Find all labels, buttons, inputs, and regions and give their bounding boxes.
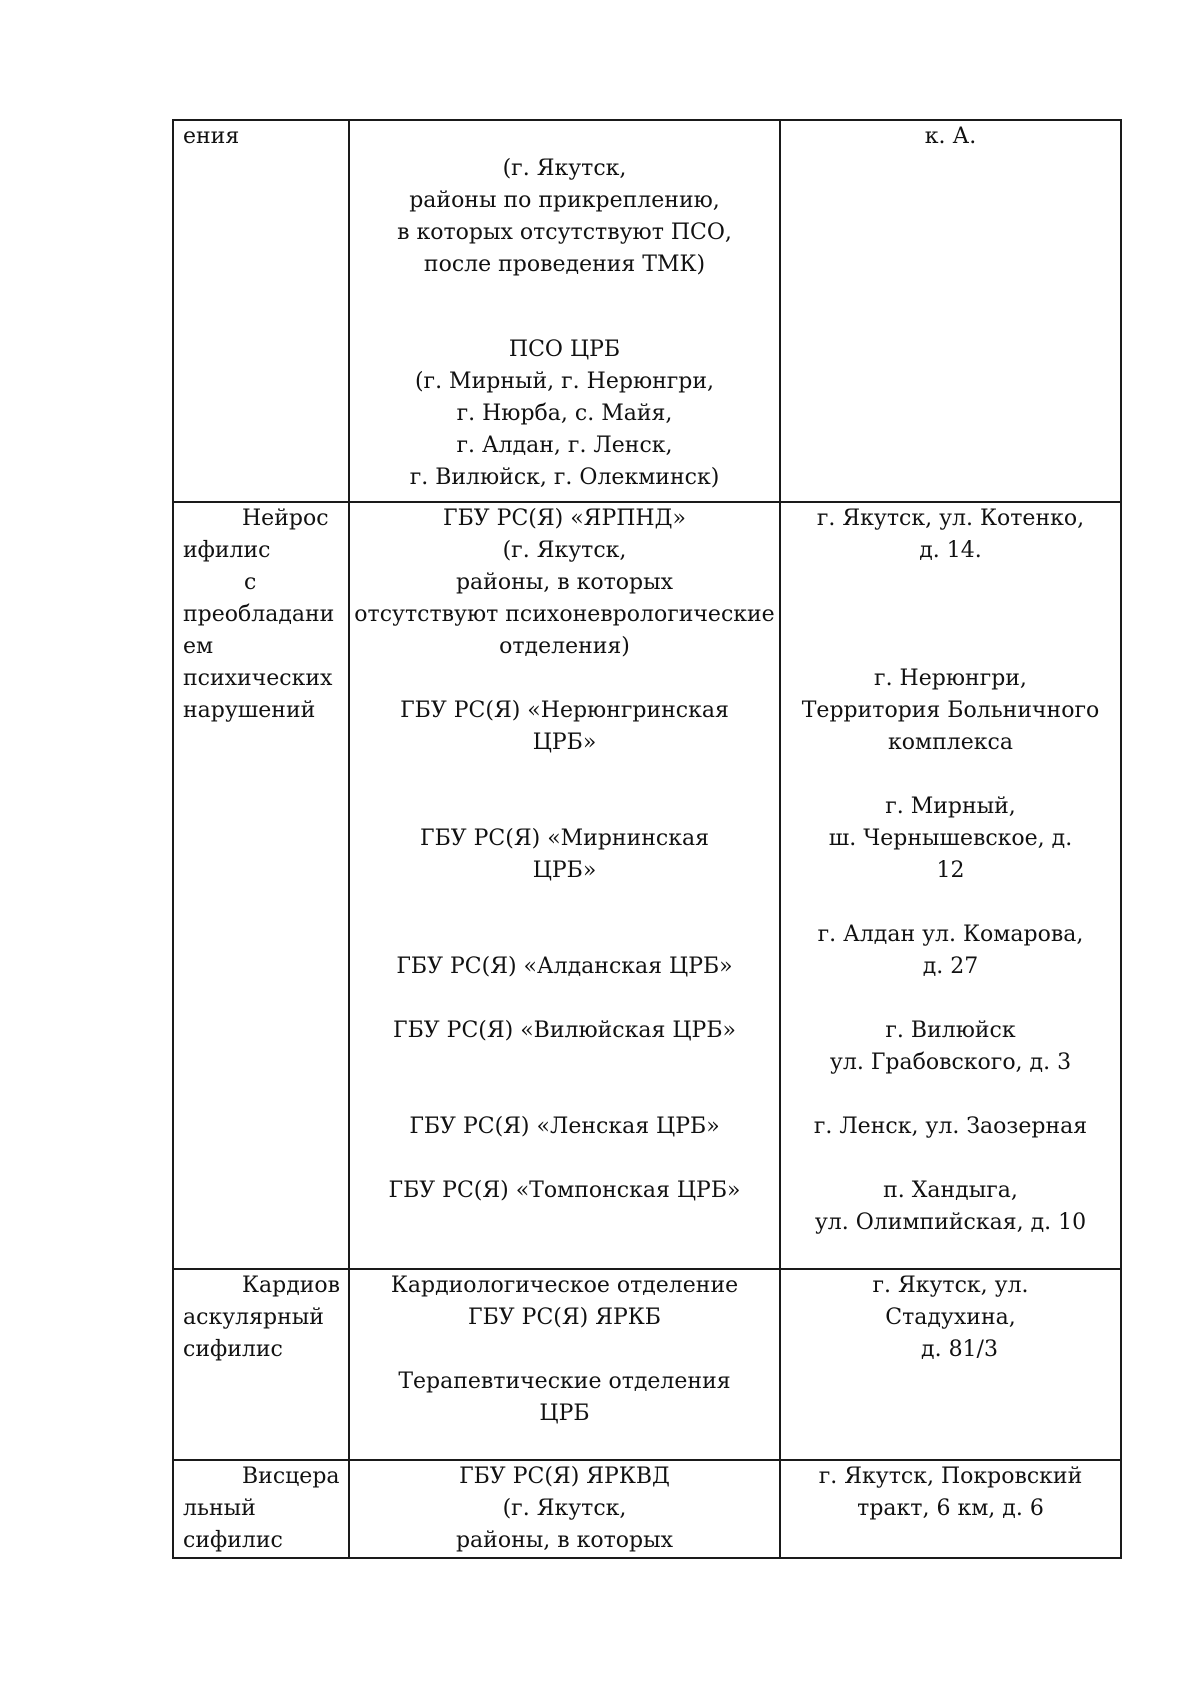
disease-text: льный bbox=[183, 1496, 256, 1521]
address-cell bbox=[780, 502, 1121, 1269]
disease-cell bbox=[173, 1460, 349, 1558]
institution-cell bbox=[349, 1460, 780, 1558]
address-text: д. 81/3 bbox=[921, 1337, 998, 1362]
address-text: Территория Больничного bbox=[801, 698, 1100, 723]
disease-text: ифилис bbox=[183, 538, 271, 563]
institution-text: районы, в которых bbox=[455, 1528, 674, 1553]
institution-text: ГБУ РС(Я) «Вилюйская ЦРБ» bbox=[393, 1018, 736, 1043]
address-cell bbox=[780, 1269, 1121, 1460]
disease-text: преобладани bbox=[183, 602, 335, 627]
institution-text: г. Нюрба, с. Майя, bbox=[456, 401, 673, 426]
address-cell bbox=[780, 120, 1121, 502]
institution-text: Кардиологическое отделение bbox=[390, 1273, 739, 1298]
institution-text: ГБУ РС(Я) ЯРКВД bbox=[459, 1464, 670, 1489]
institution-text: ГБУ РС(Я) «Алданская ЦРБ» bbox=[396, 954, 733, 979]
institution-text: районы по прикреплению, bbox=[409, 188, 720, 213]
address-text: г. Нерюнгри, bbox=[874, 666, 1027, 691]
address-text: г. Алдан ул. Комарова, bbox=[817, 922, 1084, 947]
address-text: д. 27 bbox=[922, 954, 979, 979]
address-text: Стадухина, bbox=[885, 1305, 1016, 1330]
address-text: ул. Олимпийская, д. 10 bbox=[814, 1210, 1087, 1235]
institution-text: ГБУ РС(Я) «Томпонская ЦРБ» bbox=[388, 1178, 741, 1203]
institution-text: (г. Мирный, г. Нерюнгри, bbox=[414, 369, 715, 394]
address-text: тракт, 6 км, д. 6 bbox=[857, 1496, 1044, 1521]
institution-cell bbox=[349, 502, 780, 1269]
institution-text: ЦРБ bbox=[539, 1401, 590, 1426]
address-text: к. А. bbox=[924, 124, 977, 149]
institution-text: районы, в которых bbox=[455, 570, 674, 595]
disease-text: с bbox=[244, 570, 257, 595]
disease-text: психических bbox=[183, 666, 333, 691]
disease-cell bbox=[173, 1269, 349, 1460]
institutions-table bbox=[172, 119, 1122, 1559]
address-text: г. Мирный, bbox=[885, 794, 1016, 819]
institution-text: ЦРБ» bbox=[532, 858, 597, 883]
address-text: г. Якутск, ул. Котенко, bbox=[816, 506, 1085, 531]
table-row bbox=[173, 1460, 1121, 1558]
institution-cell bbox=[349, 120, 780, 502]
institution-text: (г. Якутск, bbox=[502, 538, 627, 563]
institution-text: ГБУ РС(Я) «Мирнинская bbox=[420, 826, 709, 851]
address-text: г. Якутск, ул. bbox=[872, 1273, 1029, 1298]
disease-text: аскулярный bbox=[183, 1305, 324, 1330]
address-text: г. Ленск, ул. Заозерная bbox=[813, 1114, 1088, 1139]
institution-text: ЦРБ» bbox=[532, 730, 597, 755]
table-row bbox=[173, 502, 1121, 1269]
institution-text: г. Алдан, г. Ленск, bbox=[456, 433, 673, 458]
disease-text: сифилис bbox=[183, 1528, 283, 1553]
address-text: ул. Грабовского, д. 3 bbox=[829, 1050, 1072, 1075]
address-text: г. Вилюйск bbox=[885, 1018, 1016, 1043]
institution-text: отделения) bbox=[499, 634, 630, 659]
institution-cell bbox=[349, 1269, 780, 1460]
institution-text: ГБУ РС(Я) ЯРКБ bbox=[468, 1305, 661, 1330]
address-text: комплекса bbox=[888, 730, 1013, 755]
institution-text: ПСО ЦРБ bbox=[508, 337, 621, 362]
disease-text: Кардиов bbox=[242, 1273, 341, 1298]
table-row bbox=[173, 1269, 1121, 1460]
institution-text: Терапевтические отделения bbox=[398, 1369, 731, 1394]
address-text: ш. Чернышевское, д. bbox=[828, 826, 1073, 851]
institution-text: после проведения ТМК) bbox=[423, 252, 706, 277]
disease-text: сифилис bbox=[183, 1337, 283, 1362]
institution-text: (г. Якутск, bbox=[502, 1496, 627, 1521]
institution-text: ГБУ РС(Я) «ЯРПНД» bbox=[443, 506, 686, 531]
disease-cell bbox=[173, 502, 349, 1269]
disease-text: нарушений bbox=[183, 698, 316, 723]
institution-text: ГБУ РС(Я) «Нерюнгринская bbox=[400, 698, 729, 723]
address-text: 12 bbox=[936, 858, 965, 883]
disease-text: ем bbox=[183, 634, 214, 659]
institution-text: (г. Якутск, bbox=[502, 156, 627, 181]
institution-text: отсутствуют психоневрологические bbox=[354, 602, 775, 627]
disease-text: Висцера bbox=[242, 1464, 340, 1489]
institution-text: ГБУ РС(Я) «Ленская ЦРБ» bbox=[409, 1114, 720, 1139]
address-cell bbox=[780, 1460, 1121, 1558]
disease-text: Нейрос bbox=[242, 506, 329, 531]
table-row bbox=[173, 120, 1121, 502]
address-text: г. Якутск, Покровский bbox=[818, 1464, 1083, 1489]
institution-text: г. Вилюйск, г. Олекминск) bbox=[409, 465, 720, 490]
disease-cell bbox=[173, 120, 349, 502]
address-text: п. Хандыга, bbox=[883, 1178, 1018, 1203]
address-text: д. 14. bbox=[919, 538, 982, 563]
disease-text: ения bbox=[183, 124, 240, 149]
institution-text: в которых отсутствуют ПСО, bbox=[397, 220, 732, 245]
